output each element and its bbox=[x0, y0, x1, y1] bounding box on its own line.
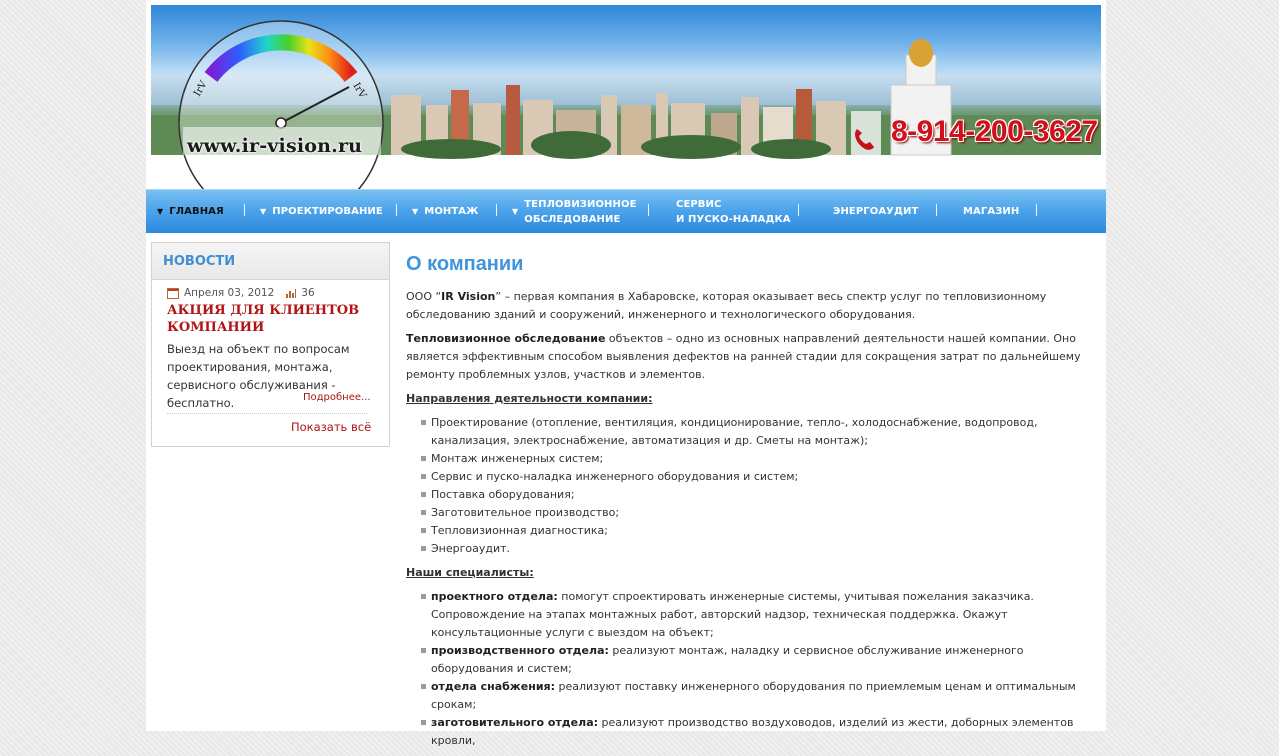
header-banner bbox=[151, 5, 1101, 155]
nav-separator bbox=[936, 204, 937, 216]
phone-number: 8-914-200-3627 bbox=[891, 115, 1098, 148]
main-nav bbox=[146, 189, 1106, 233]
list-item: заготовительного отдела: реализуют производство воздуховодов, изделий из жести, доборных элементов кровли, bbox=[431, 714, 1096, 750]
nav-item-energy-audit[interactable] bbox=[833, 190, 918, 233]
nav-separator bbox=[1036, 204, 1037, 216]
nav-item-label-line1: ТЕПЛОВИЗИОННОЕ bbox=[524, 198, 637, 210]
news-sidebar bbox=[151, 242, 390, 447]
nav-item-label: МАГАЗИН bbox=[963, 206, 1020, 217]
chevron-down-icon: ▼ bbox=[412, 207, 419, 216]
nav-item-label: МОНТАЖ bbox=[424, 206, 479, 217]
chevron-down-icon: ▼ bbox=[512, 207, 519, 216]
nav-item-shop[interactable] bbox=[963, 190, 1019, 233]
chevron-down-icon: ▼ bbox=[157, 207, 164, 216]
list-item: Тепловизионная диагностика; bbox=[431, 522, 1096, 540]
page bbox=[146, 0, 1106, 747]
news-date: Апреля 03, 2012 bbox=[184, 287, 275, 299]
nav-item-label: ЭНЕРГОАУДИТ bbox=[833, 206, 919, 217]
nav-item-label-line2: И ПУСКО-НАЛАДКА bbox=[676, 213, 791, 225]
nav-separator bbox=[244, 204, 245, 216]
main-content bbox=[406, 250, 1096, 756]
page-title: О компании bbox=[406, 253, 524, 275]
list-item: Энергоаудит. bbox=[431, 540, 1096, 558]
nav-item-home[interactable] bbox=[157, 190, 224, 233]
news-divider bbox=[167, 413, 367, 414]
read-more-link[interactable]: Подробнее... bbox=[303, 392, 371, 403]
show-all-news-link[interactable]: Показать всё bbox=[291, 420, 372, 434]
list-item: Заготовительное производство; bbox=[431, 504, 1096, 522]
directions-heading: Направления деятельности компании: bbox=[406, 392, 653, 405]
nav-item-label: ПРОЕКТИРОВАНИЕ bbox=[272, 206, 383, 217]
list-item: отдела снабжения: реализуют поставку инженерного оборудования по приемлемым ценам и оптимальным срокам; bbox=[431, 678, 1096, 714]
list-item: производственного отдела: реализуют монтаж, наладку и сервисное обслуживание инженерного оборудования и систем; bbox=[431, 642, 1096, 678]
nav-separator bbox=[396, 204, 397, 216]
list-item: проектного отдела: помогут спроектировать инженерные системы, учитывая пожелания заказчика. Сопровождение на этапах монтажных работ, авторский надзор, техническая поддержка. Окажут консультационные услуги с выездом на объект; bbox=[431, 588, 1096, 642]
directions-list bbox=[406, 414, 1096, 558]
nav-item-installation[interactable] bbox=[412, 190, 479, 233]
site-url: www.ir-vision.ru bbox=[187, 135, 363, 157]
news-hits: 36 bbox=[301, 287, 315, 299]
nav-separator bbox=[648, 204, 649, 216]
phone-icon bbox=[851, 125, 879, 153]
svg-text:IrV: IrV bbox=[192, 79, 210, 99]
list-item: Поставка оборудования; bbox=[431, 486, 1096, 504]
list-item: Сервис и пуско-наладка инженерного оборудования и систем; bbox=[431, 468, 1096, 486]
nav-separator bbox=[496, 204, 497, 216]
nav-item-label: ГЛАВНАЯ bbox=[169, 206, 224, 217]
news-meta bbox=[167, 287, 315, 299]
nav-item-label-line2: ОБСЛЕДОВАНИЕ bbox=[524, 213, 621, 225]
calendar-icon bbox=[167, 288, 179, 299]
nav-item-service[interactable] bbox=[676, 190, 791, 233]
chevron-down-icon: ▼ bbox=[260, 207, 267, 216]
list-item: Монтаж инженерных систем; bbox=[431, 450, 1096, 468]
list-item: Проектирование (отопление, вентиляция, кондиционирование, тепло-, холодоснабжение, водопровод, канализация, электроснабжение, автоматизация и др. Сметы на монтаж); bbox=[431, 414, 1096, 450]
nav-separator bbox=[798, 204, 799, 216]
nav-item-label-line1: СЕРВИС bbox=[676, 198, 722, 210]
nav-item-thermal-inspection[interactable] bbox=[512, 190, 637, 233]
specialists-heading: Наши специалисты: bbox=[406, 566, 534, 579]
specialists-list bbox=[406, 588, 1096, 750]
svg-text:IrV: IrV bbox=[350, 81, 368, 101]
thermal-paragraph: Тепловизионное обследование объектов – одно из основных направлений деятельности нашей компании. Оно является эффективным способом выявления дефектов на ранней стадии для сокращения затрат по дальнейшему ремонту проблемных узлов, участков и элементов. bbox=[406, 332, 1081, 381]
news-item-title-link[interactable]: АКЦИЯ ДЛЯ КЛИЕНТОВ КОМПАНИИ bbox=[167, 303, 360, 335]
intro-paragraph: ООО “IR Vision” – первая компания в Хабаровске, которая оказывает весь спектр услуг по тепловизионному обследованию зданий и сооружений, инженерного и технологического оборудования. bbox=[406, 290, 1047, 321]
news-title-heading: НОВОСТИ bbox=[163, 254, 236, 269]
news-item-text: Выезд на объект по вопросам проектирования, монтажа, сервисного обслуживания - бесплатно. bbox=[167, 342, 350, 410]
nav-item-design[interactable] bbox=[260, 190, 383, 233]
brand-name: IR Vision bbox=[441, 290, 496, 303]
hits-chart-icon bbox=[286, 289, 296, 298]
